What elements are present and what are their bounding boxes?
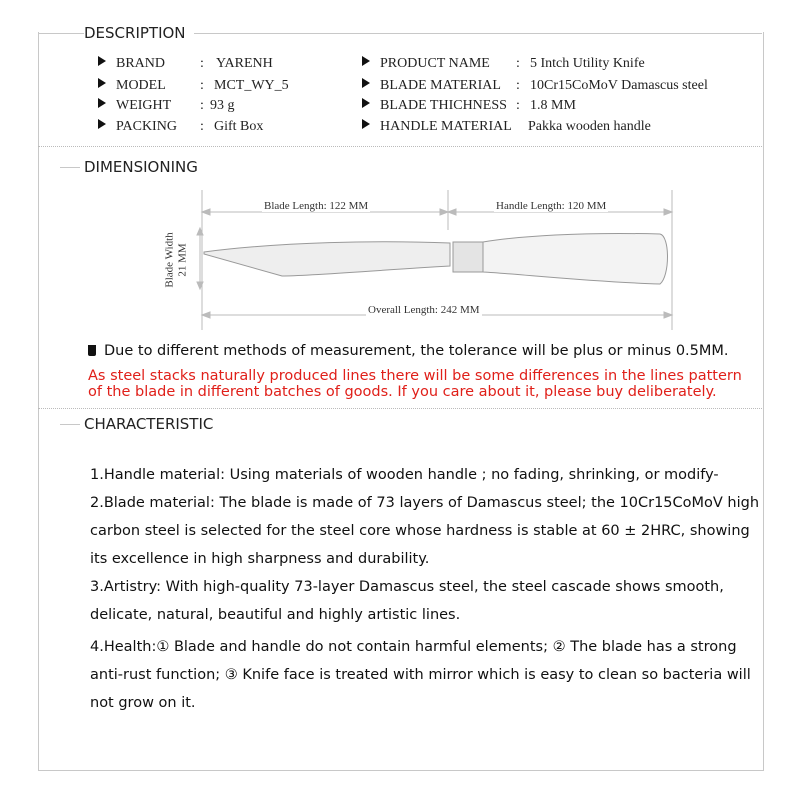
tolerance-note: Due to different methods of measurement, the tolerance will be plus or minus 0.5MM. [88, 343, 729, 359]
spec-packing: PACKING : Gift Box [98, 119, 263, 135]
characteristic-item: 4.Health:① Blade and handle do not contain harmful elements; ② The blade has a strong anti-rust function; ③ Knife face is treated with mirror which is easy to clean so bacteria will not grow on it. [90, 639, 751, 711]
spec-brand: BRAND : YARENH [98, 56, 273, 72]
bullet-triangle-icon [362, 98, 370, 108]
bullet-triangle-icon [362, 56, 370, 66]
overall-length-label: Overall Length: 242 MM [368, 304, 480, 316]
characteristic-item: 2.Blade material: The blade is made of 73 layers of Damascus steel; the 10Cr15CoMoV high carbon steel is selected for the steel core whose hardness is stable at 60 ± 2HRC, showing its excellence in high sharpness and durability. [90, 495, 760, 567]
bullet-triangle-icon [98, 119, 106, 129]
characteristic-item: 3.Artistry: With high-quality 73-layer Damascus steel, the steel cascade shows smooth, delicate, natural, beautiful and highly artistic lines. [90, 579, 724, 623]
spec-handle-material: HANDLE MATERIAL Pakka wooden handle [362, 119, 651, 135]
divider [38, 408, 762, 409]
divider [60, 424, 80, 425]
spec-blade-material: BLADE MATERIAL : 10Cr15CoMoV Damascus steel [362, 78, 708, 94]
bullet-triangle-icon [98, 98, 106, 108]
spec-model: MODEL : MCT_WY_5 [98, 78, 289, 94]
blade-length-label: Blade Length: 122 MM [264, 200, 369, 212]
spec-weight: WEIGHT : 93 g [98, 98, 235, 114]
bullet-triangle-icon [98, 56, 106, 66]
blade-width-label: Blade Width [163, 232, 176, 288]
bullet-triangle-icon [362, 119, 370, 129]
pin-icon [88, 345, 96, 356]
knife-blade [204, 242, 450, 276]
divider [60, 167, 80, 168]
warning-line-2: of the blade in different batches of goods. If you care about it, please buy deliberately. [88, 384, 717, 400]
bullet-triangle-icon [98, 78, 106, 88]
characteristic-item: 1.Handle material: Using materials of wooden handle ; no fading, shrinking, or modify- [90, 467, 719, 483]
knife-bolster [453, 242, 483, 272]
section-title-dimensioning: DIMENSIONING [84, 158, 206, 176]
warning-line-1: As steel stacks naturally produced lines there will be some differences in the lines pattern [88, 368, 742, 384]
section-title-description: DESCRIPTION [84, 24, 194, 42]
characteristic-list [90, 461, 770, 717]
handle-length-label: Handle Length: 120 MM [496, 200, 607, 212]
spec-product-name: PRODUCT NAME : 5 Intch Utility Knife [362, 56, 645, 72]
divider [38, 146, 762, 147]
spec-blade-thickness: BLADE THICHNESS : 1.8 MM [362, 98, 576, 114]
bullet-triangle-icon [362, 78, 370, 88]
section-title-characteristic: CHARACTERISTIC [84, 415, 221, 433]
knife-handle [483, 233, 668, 284]
blade-width-value: 21 MM [176, 243, 189, 277]
